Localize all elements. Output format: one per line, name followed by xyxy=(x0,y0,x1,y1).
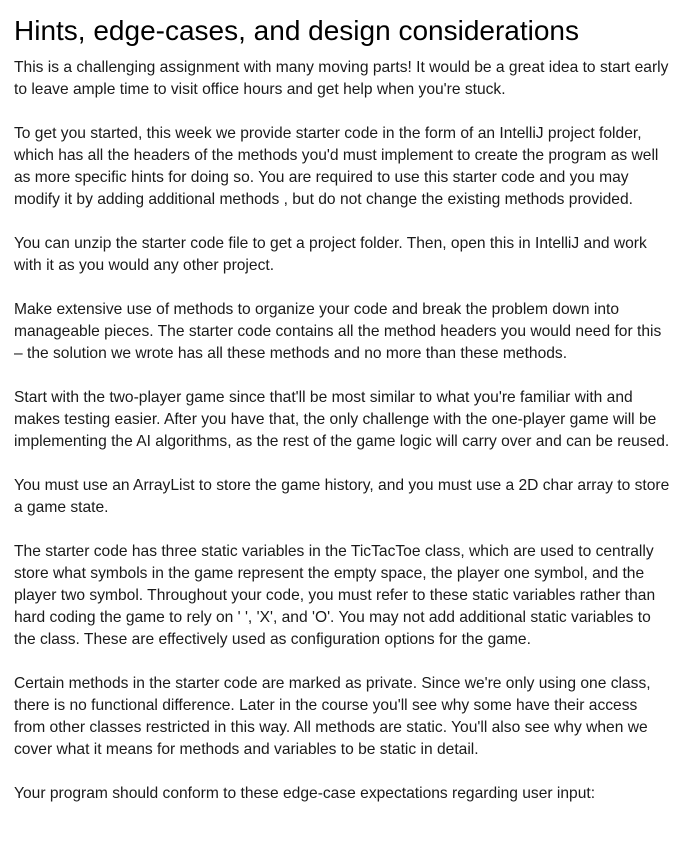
section-heading: Hints, edge-cases, and design considerations xyxy=(14,15,580,46)
paragraph-static-variables: The starter code has three static variables in the TicTacToe class, which are used to centrally store what symbols in the game represent the empty space, the player one symbol, and the player two symbol. Throughout your code, you must refer to these static variables rather than hard coding the game to rely on ' ', 'X', and 'O'. You may not add additional static variables to the class. These are effectively used as configuration options for the game. xyxy=(14,543,656,648)
paragraph-edge-cases: Your program should conform to these edge-case expectations regarding user input: xyxy=(14,785,596,802)
paragraph-unzip: You can unzip the starter code file to get a project folder. Then, open this in IntelliJ and work with it as you would any other project. xyxy=(14,235,647,274)
paragraph-start-early: This is a challenging assignment with many moving parts! It would be a great idea to start early to leave ample time to visit office hours and get help when you're stuck. xyxy=(14,59,669,98)
paragraph-starter-code: To get you started, this week we provide starter code in the form of an IntelliJ project folder, which has all the headers of the methods you'd must implement to create the program as well as more specific hints for doing so. You are required to use this starter code and you may modify it by adding additional methods , but do not change the existing methods provided. xyxy=(14,125,659,208)
paragraph-private-methods: Certain methods in the starter code are marked as private. Since we're only using one class, there is no functional difference. Later in the course you'll see why some have their access from other classes restricted in this way. All methods are static. You'll also see why when we cover what it means for methods and variables to be static in detail. xyxy=(14,675,651,758)
paragraph-arraylist: You must use an ArrayList to store the game history, and you must use a 2D char array to store a game state. xyxy=(14,477,670,516)
paragraph-methods: Make extensive use of methods to organize your code and break the problem down into manageable pieces. The starter code contains all the method headers you would need for this – the solution we wrote has all these methods and no more than these methods. xyxy=(14,301,662,362)
paragraph-two-player: Start with the two-player game since that'll be most similar to what you're familiar with and makes testing easier. After you have that, the only challenge with the one-player game will be implementing the AI algorithms, as the rest of the game logic will carry over and can be reused. xyxy=(14,389,670,450)
